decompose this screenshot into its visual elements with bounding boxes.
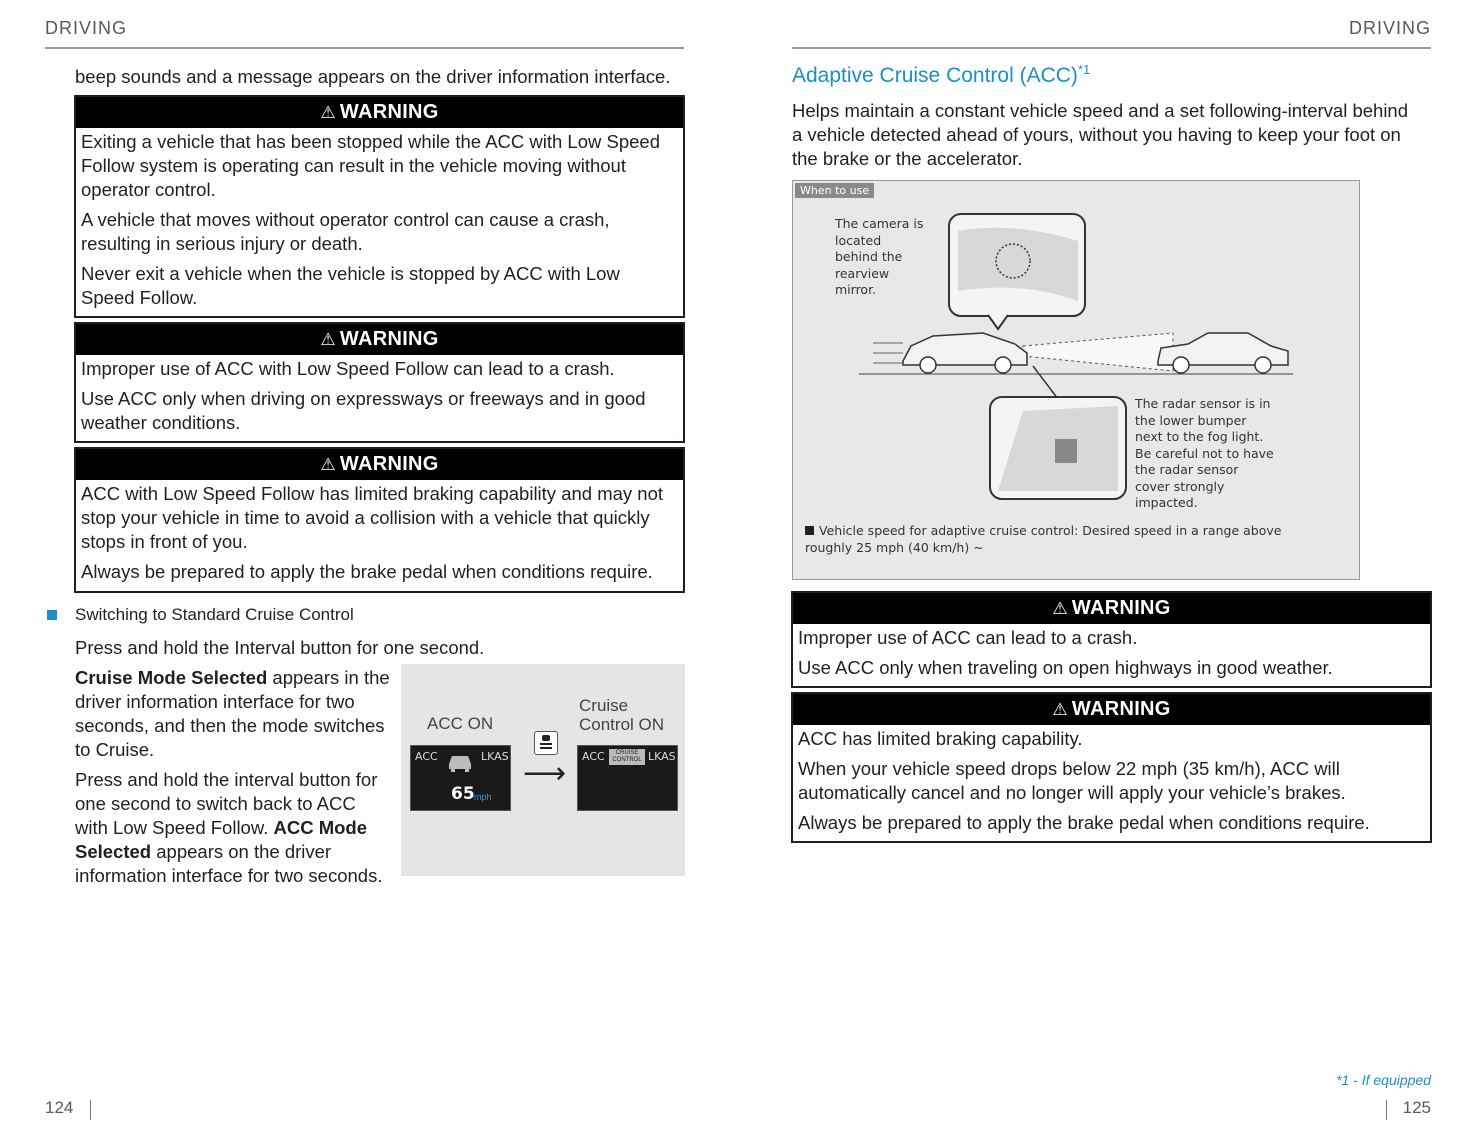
left-intro-text: beep sounds and a message appears on the driver information interface. <box>75 66 671 87</box>
warning-triangle-icon: ⚠ <box>320 455 336 474</box>
page-number-divider <box>1386 1100 1387 1120</box>
warning-header: ⚠ WARNING <box>793 694 1430 725</box>
warning-paragraph: Use ACC only when driving on expressways or freeways and in good weather conditions. <box>81 388 646 433</box>
warning-header: ⚠ WARNING <box>793 593 1430 624</box>
warning-header: ⚠ WARNING <box>76 449 683 480</box>
warning-triangle-icon: ⚠ <box>320 330 336 349</box>
warning-paragraph: ACC has limited braking capability. <box>798 728 1083 749</box>
cruise-control-on-label: Cruise Control ON <box>579 696 665 734</box>
speed-value: 65 <box>451 784 475 804</box>
warning-box-exit-vehicle <box>74 95 685 318</box>
warning-header: ⚠ WARNING <box>76 324 683 355</box>
note-bullet-icon <box>805 526 814 535</box>
warning-triangle-icon: ⚠ <box>1052 700 1068 719</box>
warning-paragraph: Always be prepared to apply the brake pedal when conditions require. <box>81 561 653 582</box>
mode-paragraph-1: Cruise Mode Selected appears in the driver information interface for two seconds, and then the mode switches to Cruise. <box>75 667 390 760</box>
vehicle-sensor-diagram <box>793 181 1359 579</box>
dash-display-acc: ACC LKAS 65 mph <box>410 745 511 811</box>
warning-box-improper-use <box>74 322 685 443</box>
left-header-rule <box>45 47 684 49</box>
mode-paragraph-2: Press and hold the interval button for one second to switch back to ACC with Low Speed Follow. ACC Mode Selected appears on the driver information interface for two seconds. <box>75 769 383 886</box>
warning-triangle-icon: ⚠ <box>320 103 336 122</box>
warning-paragraph: ACC with Low Speed Follow has limited braking capability and may not stop your vehicle in time to avoid a collision with a vehicle that quickly stops in front of you. <box>81 483 664 552</box>
warning-paragraph: Improper use of ACC with Low Speed Follow can lead to a crash. <box>81 358 615 379</box>
acc-illustration <box>792 180 1360 580</box>
warning-box-braking <box>74 447 685 593</box>
cruise-control-badge: CRUISE CONTROL <box>609 749 645 765</box>
warning-paragraph: Improper use of ACC can lead to a crash. <box>798 627 1138 648</box>
mode-switch-figure <box>401 664 685 876</box>
right-page-number: 125 <box>1402 1098 1431 1117</box>
cruise-mode-selected-label: Cruise Mode Selected <box>75 667 268 688</box>
radar-note: The radar sensor is in the lower bumper next to the fog light. Be careful not to have the radar sensor cover strongly impacted. <box>1135 396 1274 510</box>
acc-on-label: ACC ON <box>427 714 494 733</box>
warning-paragraph: A vehicle that moves without operator control can cause a crash, resulting in serious injury or death. <box>81 209 610 254</box>
speed-range-note: Vehicle speed for adaptive cruise control: Desired speed in a range above roughly 25 mph (40 km/h) ~ <box>805 523 1282 555</box>
dash-display-cruise: ACC LKAS CRUISE CONTROL <box>577 745 678 811</box>
title-footnote-marker: *1 <box>1077 62 1091 77</box>
right-intro-text: Helps maintain a constant vehicle speed and a set following-interval behind a vehicle detected ahead of yours, without you having to keep your foot on the brake or the accelerator. <box>792 100 1409 169</box>
step-text: Press and hold the Interval button for one second. <box>75 637 485 658</box>
warning-paragraph: Never exit a vehicle when the vehicle is stopped by ACC with Low Speed Follow. <box>81 263 620 308</box>
left-page-header: DRIVING <box>45 18 128 38</box>
car-ahead-icon <box>445 750 475 772</box>
camera-note: The camera is located behind the rearview mirror. <box>835 216 924 297</box>
footnote: *1 - If equipped <box>1336 1072 1431 1088</box>
warning-triangle-icon: ⚠ <box>1052 599 1068 618</box>
right-page-header: DRIVING <box>1348 18 1431 38</box>
warning-paragraph: Use ACC only when traveling on open highways in good weather. <box>798 657 1333 678</box>
interval-button-icon <box>534 731 558 755</box>
warning-box-acc-improper-use <box>791 591 1432 688</box>
section-title: Switching to Standard Cruise Control <box>75 605 354 624</box>
page-number-divider <box>90 1100 91 1120</box>
warning-box-acc-braking <box>791 692 1432 843</box>
acc-mode-selected-label: ACC Mode Selected <box>75 817 367 862</box>
speed-unit: mph <box>474 792 492 802</box>
warning-header: ⚠ WARNING <box>76 97 683 128</box>
left-page-number: 124 <box>45 1098 74 1117</box>
page-title: Adaptive Cruise Control (ACC)$^{*1}$ <box>792 62 1091 87</box>
warning-paragraph: Always be prepared to apply the brake pedal when conditions require. <box>798 812 1370 833</box>
when-to-use-tag: When to use <box>795 183 874 198</box>
right-header-rule <box>792 47 1431 49</box>
warning-paragraph: Exiting a vehicle that has been stopped while the ACC with Low Speed Follow system is operating can result in the vehicle moving without operator control. <box>81 131 661 200</box>
arrow-right-icon: ⟶ <box>523 757 567 790</box>
section-bullet-icon <box>47 610 57 620</box>
warning-paragraph: When your vehicle speed drops below 22 mph (35 km/h), ACC will automatically cancel and no longer will apply your vehicle’s brakes. <box>798 758 1346 803</box>
